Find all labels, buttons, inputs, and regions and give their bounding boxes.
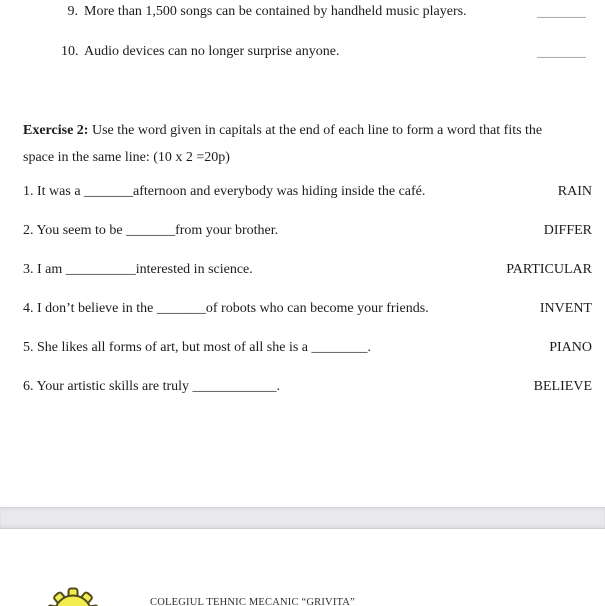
page-break-divider	[0, 507, 605, 529]
item-number: 1.	[23, 184, 34, 199]
exercise2-item-4	[23, 302, 592, 316]
capital-word: PARTICULAR	[506, 262, 592, 277]
item-sentence	[23, 380, 280, 394]
item-text: It was a _______afternoon and everybody was hiding inside the café.	[37, 184, 426, 199]
item-sentence	[23, 185, 425, 199]
exercise2-item-6	[23, 380, 592, 394]
item-number: 5.	[23, 340, 34, 355]
exercise1-item-9	[61, 5, 467, 19]
item-text: Your artistic skills are truly ____________.	[36, 379, 281, 394]
capital-word: INVENT	[539, 301, 592, 316]
item-text: She likes all forms of art, but most of all she is a ________.	[37, 340, 372, 355]
exercise2-item-3	[23, 263, 592, 277]
item-number: 3.	[23, 262, 34, 277]
answer-blank: _______	[537, 45, 586, 60]
exercise1-item-10	[61, 45, 339, 59]
capital-word: PIANO	[549, 340, 592, 355]
capital-word: BELIEVE	[533, 379, 592, 394]
item-text: I don’t believe in the _______of robots who can become your friends.	[37, 301, 429, 316]
capital-word: DIFFER	[543, 223, 592, 238]
item-number: 9.	[67, 4, 78, 19]
exercise2-title: Exercise 2:	[23, 123, 89, 138]
item-number: 10.	[61, 44, 79, 59]
item-text: You seem to be _______from your brother.	[36, 223, 279, 238]
item-text: I am __________interested in science.	[37, 262, 253, 277]
exercise2-item-1	[23, 185, 592, 199]
exercise2-instructions-line2: space in the same line: (10 x 2 =20p)	[23, 150, 230, 165]
answer-blank: _______	[537, 5, 586, 20]
exercise2-instructions-line1: Exercise 2: Use the word given in capitals at the end of each line to form a word that fits the	[23, 123, 543, 138]
school-logo	[46, 587, 100, 606]
item-number: 2.	[23, 223, 34, 238]
item-sentence	[23, 302, 429, 316]
school-name: COLEGIUL TEHNIC MECANIC “GRIVITA”	[150, 597, 355, 606]
item-number: 4.	[23, 301, 34, 316]
exercise2-heading	[23, 117, 542, 171]
exercise2-item-5	[23, 341, 592, 355]
item-sentence	[23, 224, 278, 238]
item-number: 6.	[23, 379, 34, 394]
item-text: Audio devices can no longer surprise anyone.	[84, 44, 340, 59]
item-text: More than 1,500 songs can be contained by handheld music players.	[84, 4, 467, 19]
item-sentence	[23, 263, 253, 277]
capital-word: RAIN	[557, 184, 592, 199]
gear-icon	[46, 587, 100, 606]
exercise2-item-2	[23, 224, 592, 238]
item-sentence	[23, 341, 371, 355]
